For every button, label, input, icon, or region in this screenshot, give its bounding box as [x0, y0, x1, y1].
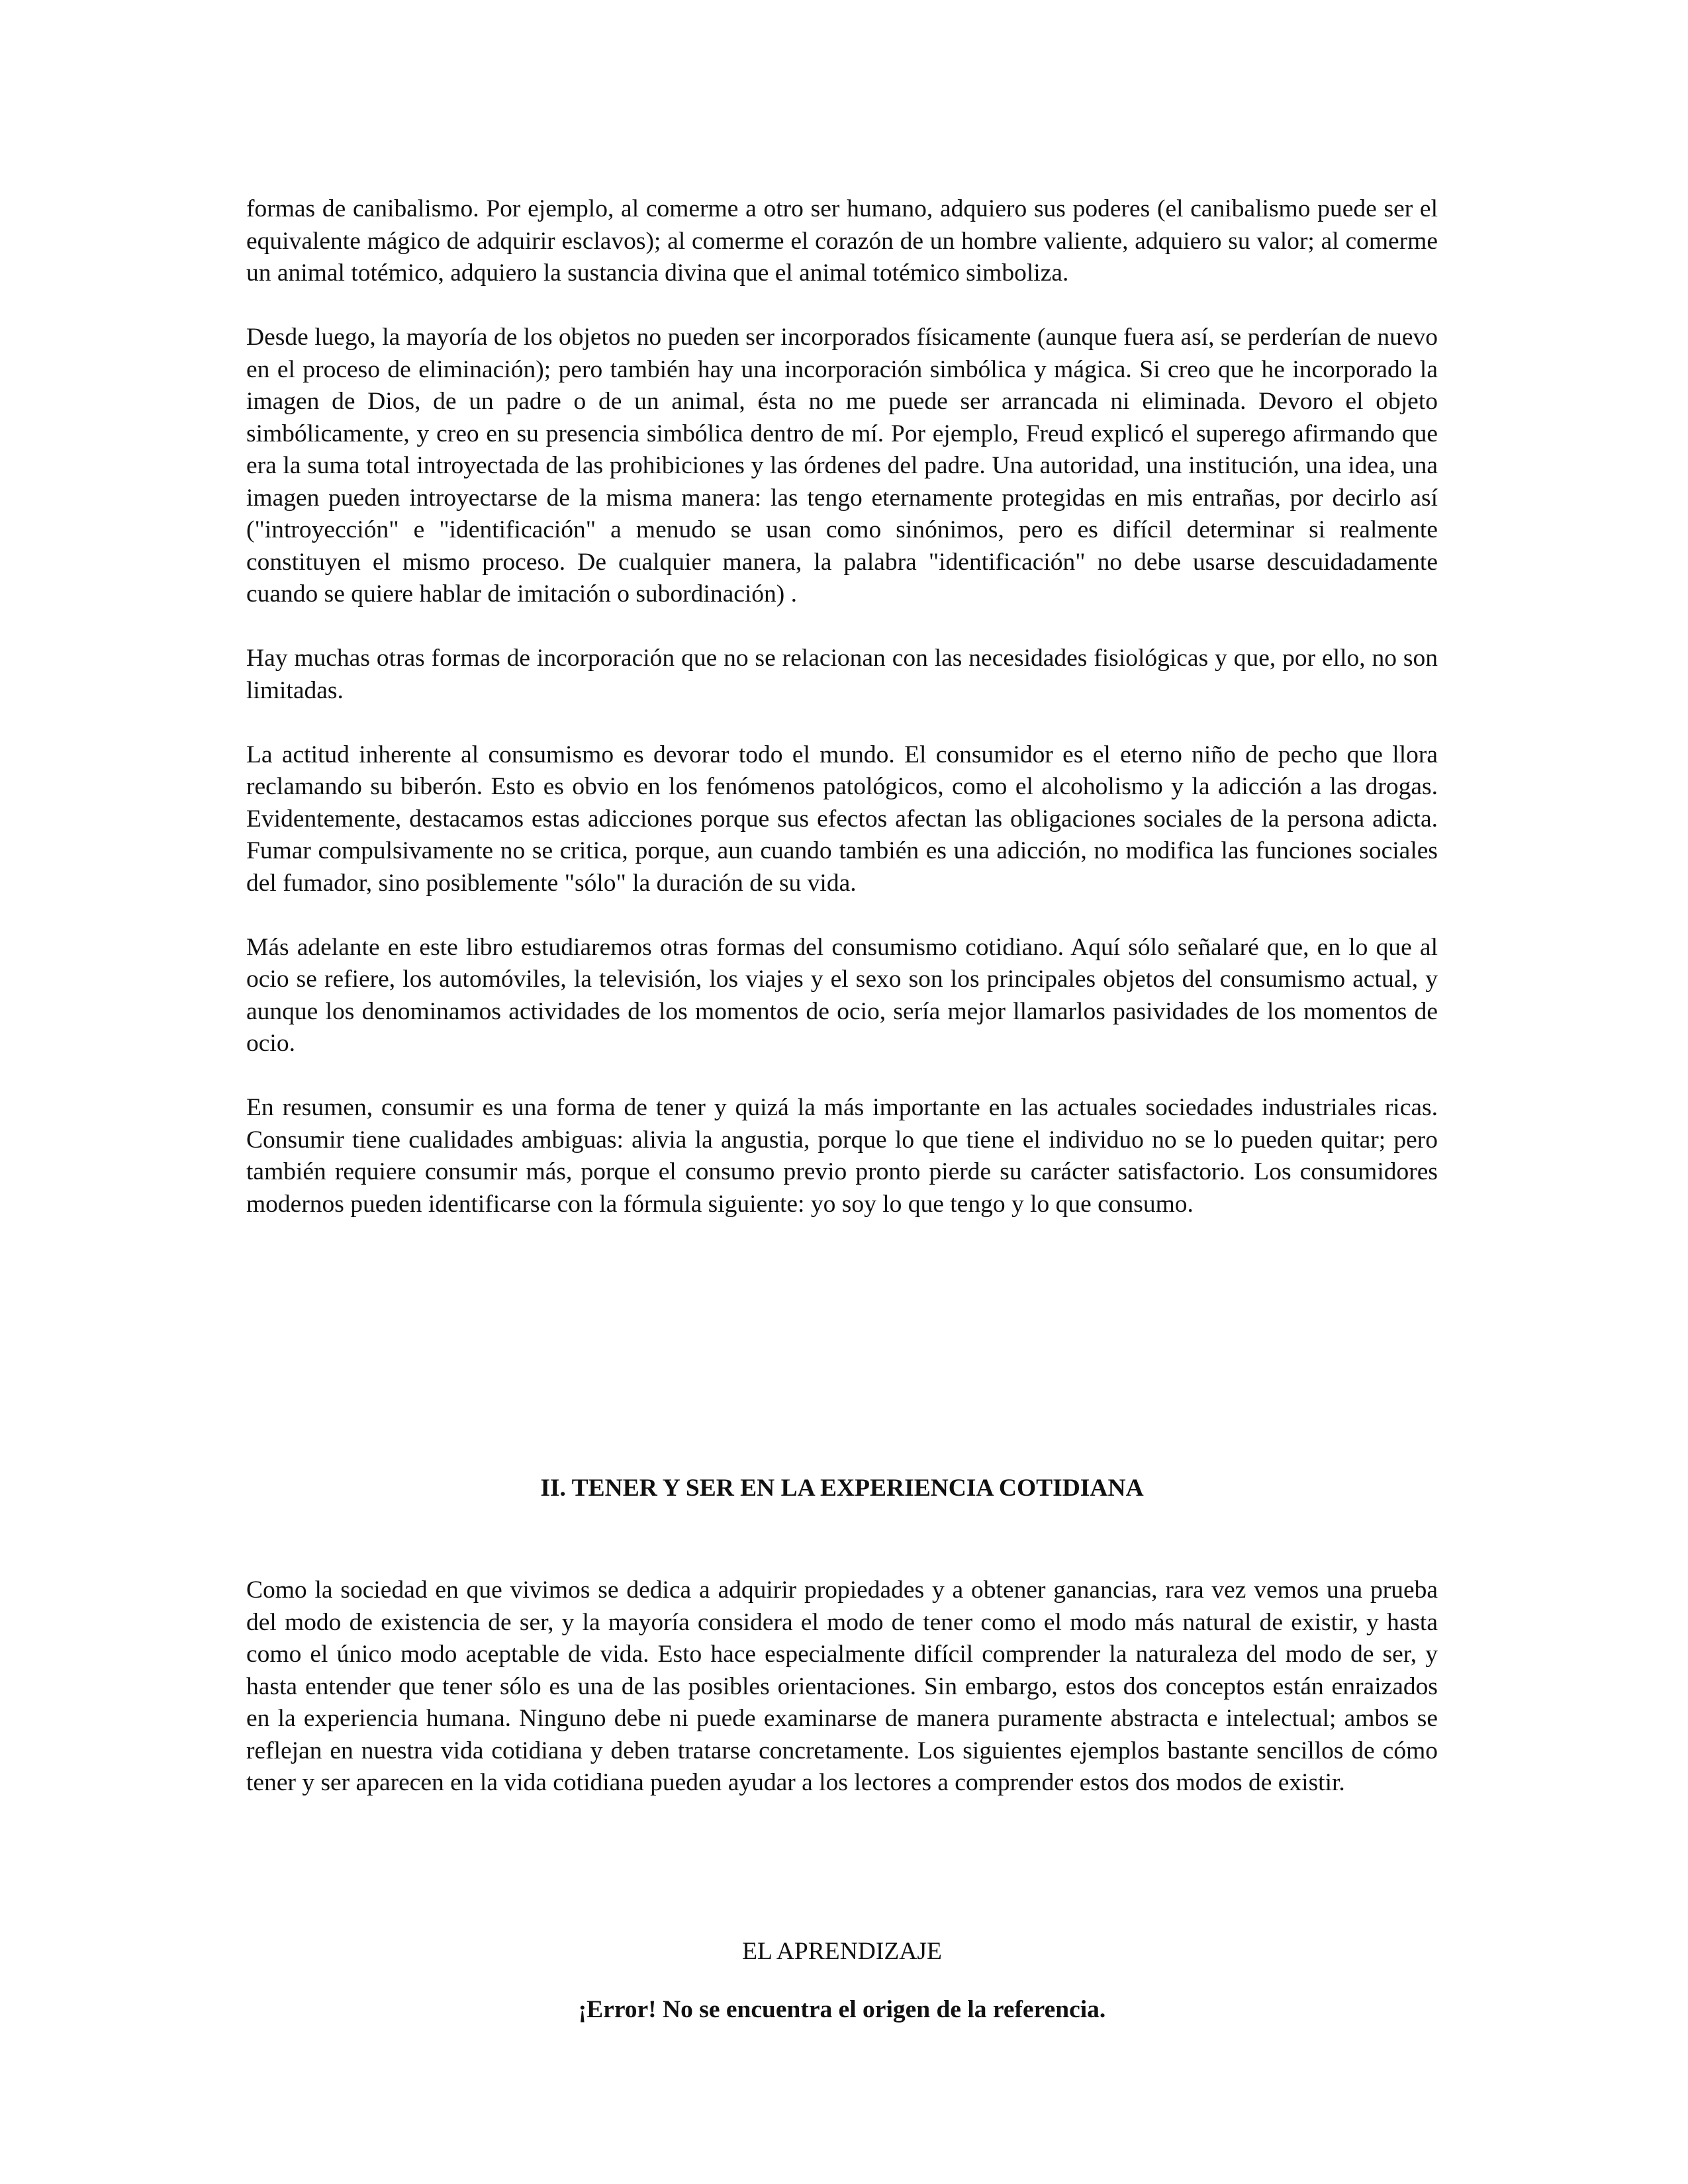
paragraph-symbolic-incorporation: Desde luego, la mayoría de los objetos no pueden ser incorporados físicamente (aunque fuera así, se perderían de nuevo en el proceso de eliminación); pero también hay una incorporación simbólica y mágica. Si creo que he incorporado la imagen de Dios, de un padre o de un animal, ésta no me puede ser arrancada ni eliminada. Devoro el objeto simbólicamente, y creo en su presencia simbólica dentro de mí. Por ejemplo, Freud explicó el superego afirmando que era la suma total introyectada de las prohibiciones y las órdenes del padre. Una autoridad, una institución, una idea, una imagen pueden introyectarse de la misma manera: las tengo eternamente protegidas en mis entrañas, por decirlo así ("introyección" e "identificación" a menudo se usan como sinónimos, pero es difícil determinar si realmente constituyen el mismo proceso. De cualquier manera, la palabra "identificación" no debe usarse descuidadamente cuando se quiere hablar de imitación o subordinación) .: [246, 324, 1438, 608]
section-title: II. TENER Y SER EN LA EXPERIENCIA COTIDIANA: [540, 1475, 1144, 1502]
paragraph-consumerism-attitude: La actitud inherente al consumismo es devorar todo el mundo. El consumidor es el eterno niño de pecho que llora reclamando su biberón. Esto es obvio en los fenómenos patológicos, como el alcoholismo y la adicción a las drogas. Evidentemente, destacamos estas adicciones porque sus efectos afectan las obligaciones sociales de la persona adicta. Fumar compulsivamente no se critica, porque, aun cuando también es una adicción, no modifica las funciones sociales del fumador, sino posiblemente "sólo" la duración de su vida.: [246, 741, 1438, 897]
subheading: EL APRENDIZAJE: [742, 1938, 942, 1965]
paragraph-leisure-consumerism: Más adelante en este libro estudiaremos otras formas del consumismo cotidiano. Aquí sólo señalaré que, en lo que al ocio se refiere, los automóviles, la televisión, los viajes y el sexo son los principales objetos del consumismo actual, y aunque los denominamos actividades de los momentos de ocio, sería mejor llamarlos pasividades de los momentos de ocio.: [246, 933, 1438, 1057]
paragraph-summary: En resumen, consumir es una forma de tener y quizá la más importante en las actuales sociedades industriales ricas. Consumir tiene cualidades ambiguas: alivia la angustia, porque lo que tiene el individuo no se lo pueden quitar; pero también requiere consumir más, porque el consumo previo pronto pierde su carácter satisfactorio. Los consumidores modernos pueden identificarse con la fórmula siguiente: yo soy lo que tengo y lo que consumo.: [246, 1094, 1438, 1218]
paragraph-other-incorporation: Hay muchas otras formas de incorporación que no se relacionan con las necesidades fisiológicas y que, por ello, no son limitadas.: [246, 645, 1438, 704]
document-body-top: [246, 193, 1438, 1220]
section-body: [246, 1574, 1438, 1799]
paragraph-cannibalism: formas de canibalismo. Por ejemplo, al comerme a otro ser humano, adquiero sus poderes (el canibalismo puede ser el equivalente mágico de adquirir esclavos); al comerme el corazón de un hombre valiente, adquiero su valor; al comerme un animal totémico, adquiero la sustancia divina que el animal totémico simboliza.: [246, 195, 1438, 287]
paragraph-section-intro: Como la sociedad en que vivimos se dedica a adquirir propiedades y a obtener ganancias, rara vez vemos una prueba del modo de existencia de ser, y la mayoría considera el modo de tener como el modo más natural de existir, y hasta como el único modo aceptable de vida. Esto hace especialmente difícil comprender la naturaleza del modo de ser, y hasta entender que tener sólo es una de las posibles orientaciones. Sin embargo, estos dos conceptos están enraizados en la experiencia humana. Ninguno debe ni puede examinarse de manera puramente abstracta e intelectual; ambos se reflejan en nuestra vida cotidiana y deben tratarse concretamente. Los siguientes ejemplos bastante sencillos de cómo tener y ser aparecen en la vida cotidiana pueden ayudar a los lectores a comprender estos dos modos de existir.: [246, 1576, 1438, 1796]
reference-error-line: ¡Error! No se encuentra el origen de la referencia.: [578, 1996, 1106, 2023]
